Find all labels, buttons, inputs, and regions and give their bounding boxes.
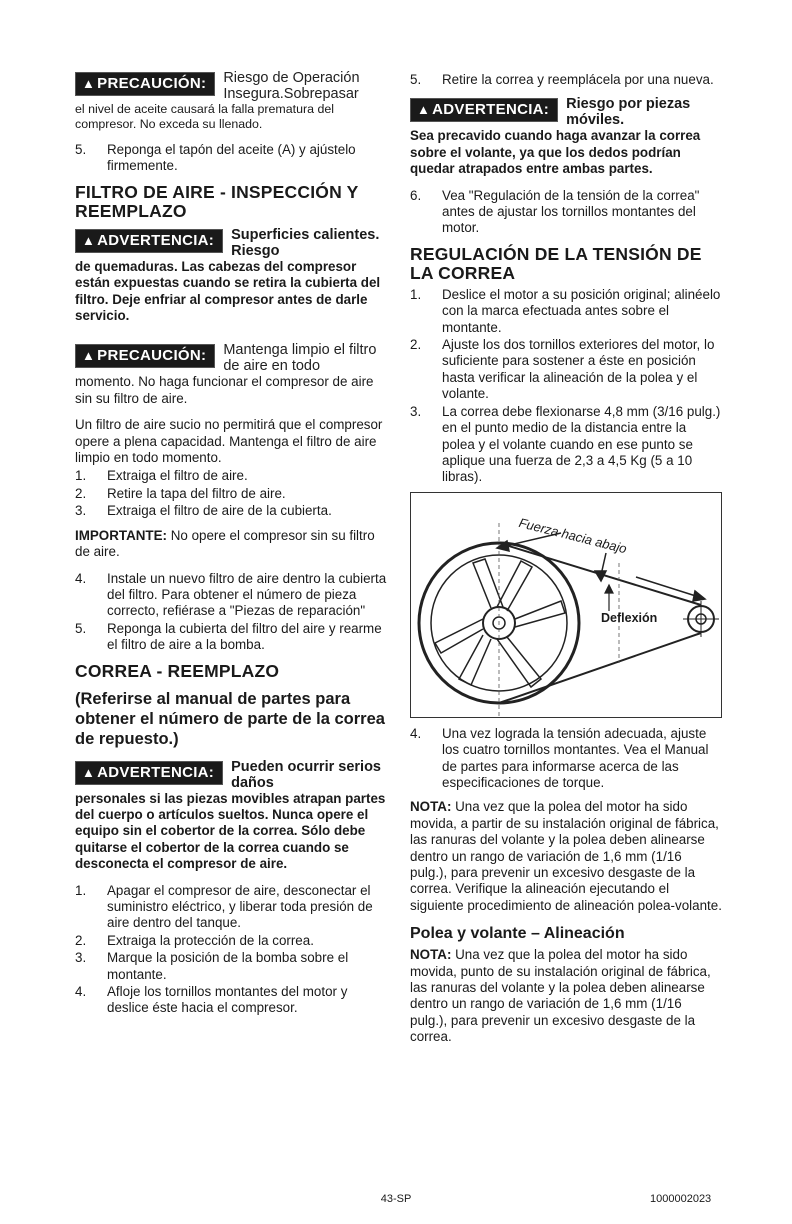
tension-step-4-list <box>410 726 722 792</box>
list-item: 5. Reponga la cubierta del filtro del aire y rearme el filtro de aire a la bomba. <box>75 620 382 653</box>
precaution-oil-overfill <box>75 70 389 132</box>
warning-triangle-icon: ▲ <box>82 348 96 364</box>
heading-alignment: Polea y volante – Alineación <box>410 925 625 943</box>
list-item: 1. Apagar el compresor de aire, desconectar el suministro eléctrico, y liberar toda presión de aire dentro del tanque. <box>75 882 373 931</box>
warning-label: ▲ ADVERTENCIA: <box>75 229 223 253</box>
warning-triangle-icon: ▲ <box>82 232 96 248</box>
heading-belt-tension: REGULACIÓN DE LA TENSIÓN DE LA CORREA <box>410 243 702 283</box>
important-note: IMPORTANTE: No opere el compresor sin su filtro de aire. <box>75 527 375 560</box>
precaution-label: ▲ PRECAUCIÓN: <box>75 72 215 96</box>
deflection-arrow-icon <box>605 585 613 611</box>
list-item: 5. Retire la correa y reemplácela por una nueva. <box>410 72 714 87</box>
list-item: 3. La correa debe flexionarse 4,8 mm (3/16 pulg.) en el punto medio de la distancia entre la polea y el volante cuando en ese punto se aplique una fuerza de 2,3 a 4,5 Kg (5 a 10 libras). <box>410 403 721 485</box>
precaution-text: momento. No haga funcionar el compresor de aire sin su filtro de aire. <box>75 374 374 406</box>
list-item: 2. Retire la tapa del filtro de aire. <box>75 485 286 501</box>
warning-triangle-icon: ▲ <box>417 102 431 118</box>
list-item: 1. Extraiga el filtro de aire. <box>75 468 248 484</box>
list-item: 4. Una vez lograda la tensión adecuada, ajuste los cuatro tornillos montantes. Vea el Manual de partes para informarse acerca de las especificaciones de torque. <box>410 725 709 790</box>
force-arrow-icon <box>595 553 606 581</box>
warning-moving-parts <box>75 759 389 873</box>
warning-triangle-icon: ▲ <box>82 764 96 780</box>
warning-triangle-icon: ▲ <box>82 76 96 91</box>
belt-step-6-list <box>410 188 722 237</box>
filter-step-list-a <box>75 468 389 519</box>
warning-hot-surfaces <box>75 227 389 325</box>
right-column <box>410 70 722 1046</box>
precaution-clean-filter <box>75 342 389 407</box>
list-item: 3. Extraiga el filtro de aire de la cubierta. <box>75 503 332 519</box>
warning-label: ▲ ADVERTENCIA: <box>75 761 223 785</box>
paragraph-dirty-filter: Un filtro de aire sucio no permitirá que el compresor opere a plena capacidad. Mantenga el filtro de aire limpio en todo momento. <box>75 417 383 466</box>
heading-air-filter: FILTRO DE AIRE - INSPECCIÓN Y REEMPLAZO <box>75 181 359 221</box>
precaution-lead: Mantenga limpio el filtro de aire en todo <box>223 342 377 375</box>
list-item: 2. Ajuste los dos tornillos exteriores del motor, lo suficiente para sostener a éste en posición hasta verificar la alineación de la polea y el volante. <box>410 337 715 402</box>
list-item: 2. Extraiga la protección de la correa. <box>75 932 314 948</box>
motor-pulley-icon <box>683 601 719 637</box>
list-item: 4. Instale un nuevo filtro de aire dentro la cubierta del filtro. Para obtener el número de pieza correcto, refiérase a "Piezas de reparación" <box>75 570 387 619</box>
warning-lead: Riesgo por piezas móviles. <box>566 96 691 129</box>
warning-lead: Superficies calientes. Riesgo <box>231 226 380 259</box>
note-alignment: NOTA: Una vez que la polea del motor ha sido movida, punto de su instalación original de fábrica, las ranuras del volante y la polea deben alinearse dentro un rango de variación de 1,6 mm (1/16 pulg.), para prevenir un excesivo desgaste de la correa. <box>410 947 711 1045</box>
note-pulley-moved: NOTA: Una vez que la polea del motor ha sido movida, a partir de su instalación original de fábrica, las ranuras del volante y la polea deben alinearse dentro un rango de variación de 1,6 mm (1/16 pulg.), para prevenir un excesivo desgaste de la correa. Verifique la alineación ejecutando el siguiente procedimiento de alineación polea-volante. <box>410 799 722 913</box>
belt-step-list <box>75 883 389 1017</box>
warning-label: ▲ ADVERTENCIA: <box>410 98 558 122</box>
list-item: 3. Marque la posición de la bomba sobre el montante. <box>75 950 349 982</box>
precaution-lead: Riesgo de Operación Insegura.Sobrepasar <box>223 70 360 102</box>
heading-belt-replacement: CORREA - REEMPLAZO <box>75 660 280 681</box>
oil-step-list <box>75 142 389 175</box>
warning-moving-belt <box>410 96 722 177</box>
precaution-text: el nivel de aceite causará la falla prematura del compresor. No exceda su llenado. <box>75 102 334 131</box>
warning-lead: Pueden ocurrir serios daños <box>231 758 381 791</box>
force-down-label: Fuerza hacia abajo <box>517 514 629 557</box>
warning-text: personales si las piezas movibles atrapan partes del cuerpo o artículos sueltos. Nunca opere el equipo sin el cobertor de la correa. Sólo debe quitarse el cobertor de la correa cuando se desconecta el compresor de aire. <box>75 790 386 872</box>
list-item: 4. Afloje los tornillos montantes del motor y deslice éste hacia el compresor. <box>75 984 348 1016</box>
deflection-label: Deflexión <box>601 610 658 625</box>
warning-text: de quemaduras. Las cabezas del compresor están expuestas cuando se retira la cubierta del filtro. Deje enfriar al compresor antes de darle servicio. <box>75 258 381 324</box>
left-column <box>75 70 389 1025</box>
list-item: 5. Reponga el tapón del aceite (A) y ajústelo firmemente. <box>75 142 356 174</box>
belt-tension-figure <box>410 492 722 718</box>
belt-step-5-list <box>410 72 722 88</box>
page-number: 43-SP <box>380 1193 412 1205</box>
tension-step-list <box>410 287 722 486</box>
list-item: 1. Deslice el motor a su posición original; alinéelo con la marca efectuada antes sobre el montante. <box>410 286 721 335</box>
list-item: 6. Vea "Regulación de la tensión de la correa" antes de ajustar los tornillos montantes del motor. <box>410 187 700 236</box>
warning-text: Sea precavido cuando haga avanzar la correa sobre el volante, ya que los dedos podrían quedar atrapados entre ambas partes. <box>410 128 701 177</box>
subheading-belt-part: (Referirse al manual de partes para obtener el número de parte de la correa de repuesto.) <box>75 689 385 748</box>
precaution-label: ▲ PRECAUCIÓN: <box>75 344 215 368</box>
document-code: 1000002023 <box>650 1193 712 1205</box>
filter-step-list-b <box>75 571 389 654</box>
